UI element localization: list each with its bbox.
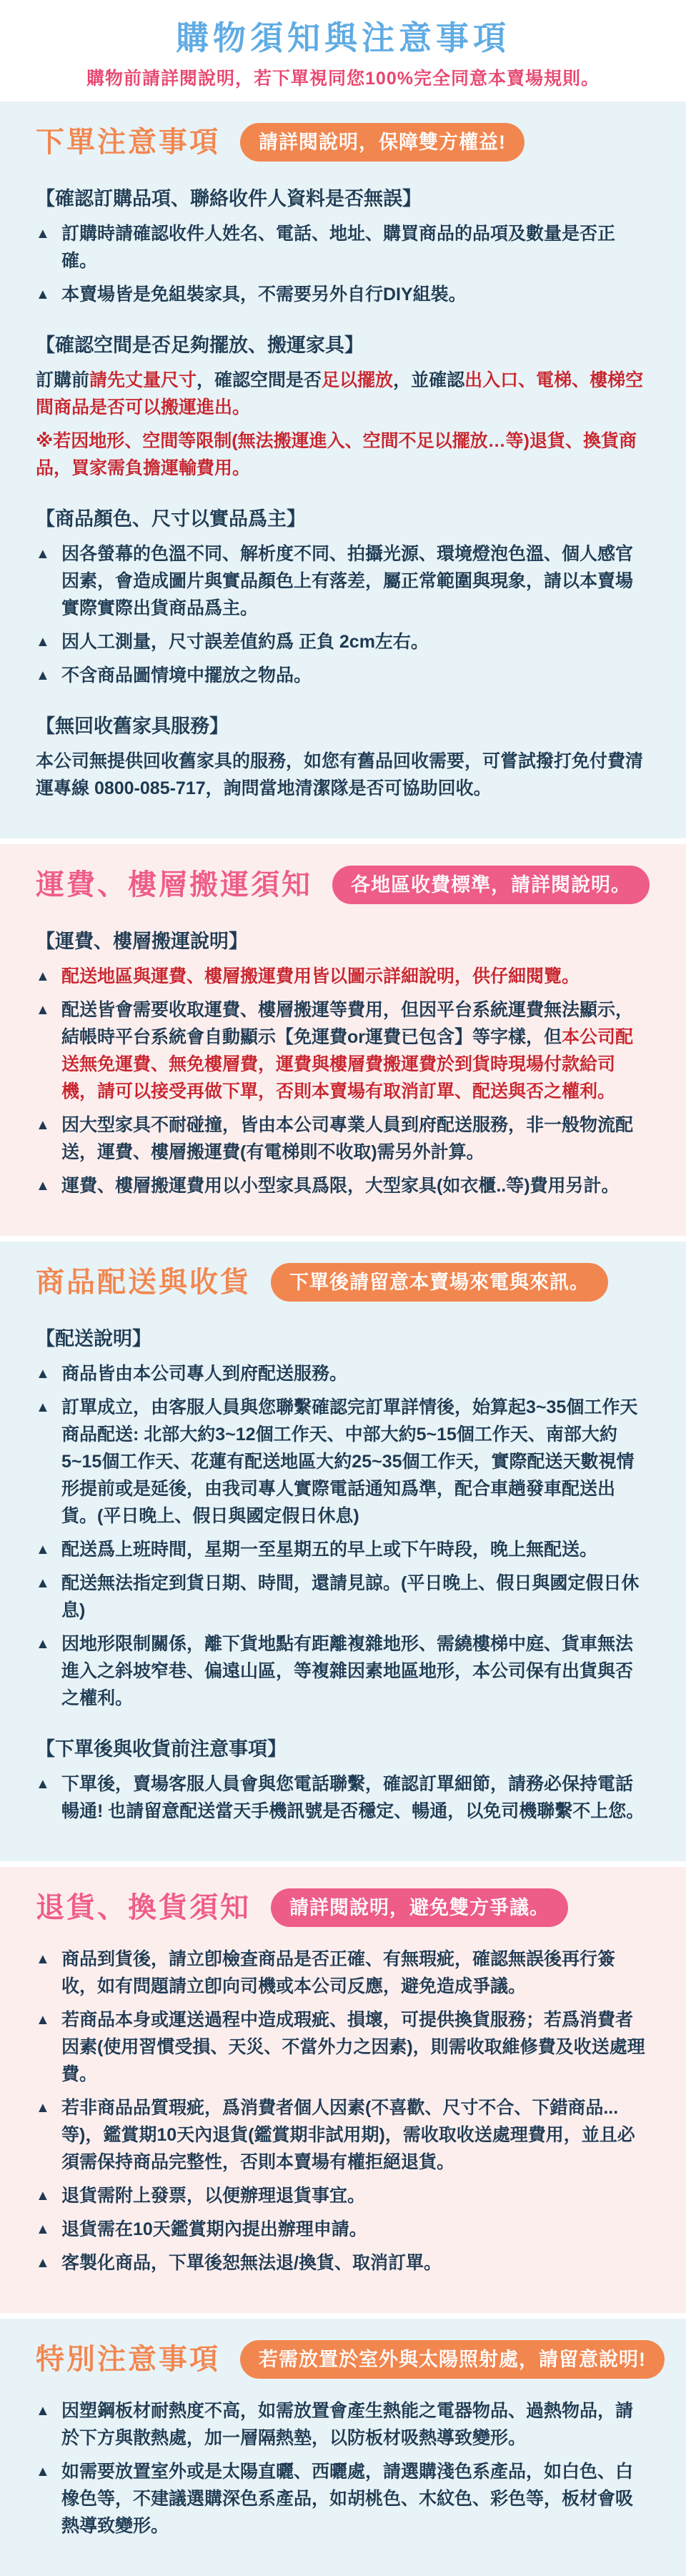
triangle-bullet-icon: ▲ <box>36 1575 50 1591</box>
triangle-bullet-icon: ▲ <box>36 1366 50 1382</box>
page-header <box>0 0 686 101</box>
bullet-item <box>36 2094 650 2176</box>
bullet-text <box>61 1360 650 1387</box>
subsection-header: 【配送說明】 <box>36 1328 151 1349</box>
triangle-bullet-icon: ▲ <box>36 1542 50 1557</box>
triangle-bullet-icon: ▲ <box>36 2464 50 2480</box>
section-badge: 下單後請留意本賣場來電與來訊。 <box>271 1263 608 1302</box>
subsection-header: 【無回收舊家具服務】 <box>36 715 229 737</box>
bullet-text <box>61 2182 650 2209</box>
triangle-bullet-icon: ▲ <box>36 1117 50 1133</box>
triangle-bullet-icon: ▲ <box>36 1776 50 1792</box>
text-segment: 因塑鋼板材耐熱度不高，如需放置會產生熱能之電器物品、過熱物品，請於下方與散熱處，加一層隔熱墊，以防板材吸熱導致變形。 <box>61 2401 634 2448</box>
text-segment: 如需要放置室外或是太陽直曬、西曬處，請選購淺色系產品，如白色、白橡色等，不建議選購深色系產品，如胡桃色、木紋色、彩色等，板材會吸熱導致變形。 <box>61 2462 634 2536</box>
paragraph <box>36 367 650 421</box>
subsection-header: 【下單後與收貨前注意事項】 <box>36 1738 287 1760</box>
section-title: 退貨、換貨須知 <box>36 1892 251 1923</box>
section <box>0 1242 686 1861</box>
text-segment: 本公司配送無免運費、無免樓層費，運費與樓層費搬運費於到貨時現場付款給司機，請可以接受再做下單，否則本賣場有取消訂單、配送與否之權利。 <box>61 1027 634 1101</box>
text-segment: 商品到貨後，請立卽檢查商品是否正確、有無瑕疵，確認無誤後再行簽收，如有問題請立卽向司機或本公司反應，避免造成爭議。 <box>61 1949 616 1996</box>
triangle-bullet-icon: ▲ <box>36 2255 50 2271</box>
bullet-text <box>61 220 650 274</box>
triangle-bullet-icon: ▲ <box>36 634 50 650</box>
bullet-text <box>61 662 650 689</box>
text-segment: 配送地區與運費、樓層搬運費用皆以圖示詳細說明，供仔細閱覽。 <box>61 966 580 986</box>
section-title: 下單注意事項 <box>36 127 220 158</box>
text-segment: 下單後，賣場客服人員會與您電話聯繫，確認訂單細節，請務必保持電話暢通! 也請留意配送當天手機訊號是否穩定、暢通，以免司機聯繫不上您。 <box>61 1774 645 1821</box>
bullet-item <box>36 220 650 274</box>
section <box>0 101 686 838</box>
triangle-bullet-icon: ▲ <box>36 2403 50 2419</box>
text-segment: 因人工測量，尺寸誤差值約爲 正負 2cm左右。 <box>61 632 429 652</box>
bullet-item <box>36 540 650 622</box>
text-segment: 訂購前 <box>36 370 90 390</box>
page-title: 購物須知與注意事項 <box>176 19 510 56</box>
section-title-row <box>36 866 650 904</box>
bullet-item <box>36 2216 650 2243</box>
bullet-item <box>36 281 650 308</box>
triangle-bullet-icon: ▲ <box>36 2188 50 2204</box>
paragraph <box>36 427 650 482</box>
section-title-row <box>36 2340 650 2379</box>
subsection-header: 【運費、樓層搬運說明】 <box>36 931 248 952</box>
bullet-item <box>36 2397 650 2452</box>
text-segment: 退貨需在10天鑑賞期內提出辦理申請。 <box>61 2219 367 2239</box>
triangle-bullet-icon: ▲ <box>36 668 50 683</box>
bullet-text <box>61 1111 650 1166</box>
sections-root <box>0 101 686 2576</box>
bullet-text <box>61 1770 650 1825</box>
bullet-text <box>61 996 650 1105</box>
triangle-bullet-icon: ▲ <box>36 1636 50 1652</box>
bullet-text <box>61 2249 650 2277</box>
text-segment: 不含商品圖情境中擺放之物品。 <box>61 665 312 685</box>
page-subtitle: 購物前請詳閱說明，若下單視同您100%完全同意本賣場規則。 <box>86 69 600 89</box>
bullet-text <box>61 1570 650 1624</box>
text-segment: 運費、樓層搬運費用以小型家具爲限，大型家具(如衣櫃..等)費用另計。 <box>61 1176 620 1196</box>
subsection-header: 【確認空間是否足夠擺放、搬運家具】 <box>36 335 364 356</box>
subsection-header: 【確認訂購品項、聯絡收件人資料是否無誤】 <box>36 188 422 209</box>
text-segment: ，確認空間是否 <box>197 370 322 390</box>
bullet-item <box>36 996 650 1105</box>
text-segment: 出入口、電梯、樓梯空間商品是否可以搬運進出。 <box>36 370 644 417</box>
bullet-text <box>61 963 650 990</box>
section-badge: 請詳閱說明，避免雙方爭議。 <box>271 1888 568 1927</box>
bullet-text <box>61 628 650 655</box>
text-segment: 本公司無提供回收舊家具的服務，如您有舊品回收需要，可嘗試撥打免付費清運專線 0800-085-717，詢問當地清潔隊是否可協助回收。 <box>36 751 644 798</box>
triangle-bullet-icon: ▲ <box>36 226 50 242</box>
section <box>0 1867 686 2313</box>
bullet-item <box>36 2458 650 2540</box>
triangle-bullet-icon: ▲ <box>36 1178 50 1194</box>
bullet-item <box>36 662 650 689</box>
text-segment: 配送皆會需要收取運費、樓層搬運等費用，但因平台系統運費無法顯示，結帳時平台系統會自動顯示【免運費or運費已包含】等字樣，但 <box>61 1000 634 1047</box>
section-title-row <box>36 1888 650 1927</box>
text-segment: ※若因地形、空間等限制(無法搬運進入、空間不足以擺放…等)退貨、換貨商品，買家需負擔運輸費用。 <box>36 431 637 478</box>
text-segment: 配送無法指定到貨日期、時間，還請見諒。(平日晚上、假日與國定假日休息) <box>61 1573 640 1620</box>
text-segment: 若非商品品質瑕疵，爲消費者個人因素(不喜歡、尺寸不合、下錯商品...等)，鑑賞期10天內退貨(鑑賞期非試用期)，需收取收送處理費用，並且必須需保持商品完整性，否則本賣場有權拒絕退貨。 <box>61 2098 635 2172</box>
section-badge: 各地區收費標準，請詳閱說明。 <box>332 866 650 904</box>
section-title-row <box>36 123 650 162</box>
bullet-text <box>61 2216 650 2243</box>
subsection-header: 【商品顏色、尺寸以實品爲主】 <box>36 508 306 530</box>
text-segment: 足以擺放 <box>322 370 394 390</box>
text-segment: 訂單成立，由客服人員與您聯繫確認完訂單詳情後，始算起3~35個工作天商品配送: 北部大約3~12個工作天、中部大約5~15個工作天、南部大約5~15個工作天、花蓮有配送地區大約25~35個工作天，實際配送天數視情形提前或是延後，由我司專人實際電話通知爲準，配合車趟發車配送出貨。(平日晚上、假日與國定假日休息) <box>61 1397 638 1526</box>
section-title: 特別注意事項 <box>36 2344 220 2375</box>
text-segment: 退貨需附上發票，以便辦理退貨事宜。 <box>61 2186 366 2206</box>
bullet-item <box>36 1536 650 1563</box>
bullet-text <box>61 1394 650 1530</box>
bullet-item <box>36 1172 650 1199</box>
text-segment: 因地形限制關係，離下貨地點有距離複雜地形、需繞樓梯中庭、貨車無法進入之斜坡窄巷、偏遠山區，等複雜因素地區地形，本公司保有出貨與否之權利。 <box>61 1634 634 1708</box>
text-segment: 商品皆由本公司專人到府配送服務。 <box>61 1364 348 1384</box>
bullet-item <box>36 1770 650 1825</box>
bullet-text <box>61 540 650 622</box>
bullet-item <box>36 2249 650 2277</box>
bullet-item <box>36 1630 650 1712</box>
text-segment: 若商品本身或運送過程中造成瑕疵、損壞，可提供換貨服務；若爲消費者因素(使用習慣受損、天災、不當外力之因素)，則需收取維修費及收送處理費。 <box>61 2010 645 2084</box>
bullet-item <box>36 963 650 990</box>
section-title: 商品配送與收貨 <box>36 1267 251 1298</box>
paragraph <box>36 748 650 802</box>
triangle-bullet-icon: ▲ <box>36 546 50 562</box>
text-segment: 配送爲上班時間，星期一至星期五的早上或下午時段，晚上無配送。 <box>61 1540 598 1560</box>
bullet-text <box>61 1630 650 1712</box>
text-segment: 訂購時請確認收件人姓名、電話、地址、購買商品的品項及數量是否正確。 <box>61 224 616 271</box>
bullet-item <box>36 2182 650 2209</box>
text-segment: 因各螢幕的色溫不同、解析度不同、拍攝光源、環境燈泡色溫、個人感官因素，會造成圖片與實品顏色上有落差，屬正常範圍與現象，請以本賣場實際實際出貨商品爲主。 <box>61 544 634 618</box>
triangle-bullet-icon: ▲ <box>36 969 50 984</box>
bullet-item <box>36 628 650 655</box>
bullet-text <box>61 2397 650 2452</box>
bullet-item <box>36 1394 650 1530</box>
bullet-text <box>61 1172 650 1199</box>
triangle-bullet-icon: ▲ <box>36 2100 50 2116</box>
section <box>0 2319 686 2576</box>
section-badge: 若需放置於室外與太陽照射處，請留意說明! <box>240 2340 665 2379</box>
section <box>0 844 686 1236</box>
text-segment: 因大型家具不耐碰撞，皆由本公司專業人員到府配送服務，非一般物流配送，運費、樓層搬運費(有電梯則不收取)需另外計算。 <box>61 1115 634 1162</box>
text-segment: 本賣場皆是免組裝家具，不需要另外自行DIY組裝。 <box>61 284 467 304</box>
bullet-text <box>61 1946 650 2000</box>
triangle-bullet-icon: ▲ <box>36 2012 50 2028</box>
bullet-item <box>36 1360 650 1387</box>
triangle-bullet-icon: ▲ <box>36 1002 50 1018</box>
triangle-bullet-icon: ▲ <box>36 1400 50 1415</box>
triangle-bullet-icon: ▲ <box>36 1951 50 1967</box>
triangle-bullet-icon: ▲ <box>36 287 50 302</box>
bullet-text <box>61 2094 650 2176</box>
text-segment: 客製化商品，下單後恕無法退/換貨、取消訂單。 <box>61 2253 442 2273</box>
bullet-item <box>36 1111 650 1166</box>
bullet-text <box>61 281 650 308</box>
bullet-item <box>36 2006 650 2088</box>
section-title-row <box>36 1263 650 1302</box>
bullet-text <box>61 2458 650 2540</box>
bullet-item <box>36 1570 650 1624</box>
section-title: 運費、樓層搬運須知 <box>36 869 312 901</box>
bullet-text <box>61 2006 650 2088</box>
bullet-text <box>61 1536 650 1563</box>
bullet-item <box>36 1946 650 2000</box>
triangle-bullet-icon: ▲ <box>36 2221 50 2237</box>
section-badge: 請詳閱說明，保障雙方權益! <box>240 123 525 162</box>
text-segment: 請先丈量尺寸 <box>89 370 197 390</box>
text-segment: ，並確認 <box>393 370 465 390</box>
